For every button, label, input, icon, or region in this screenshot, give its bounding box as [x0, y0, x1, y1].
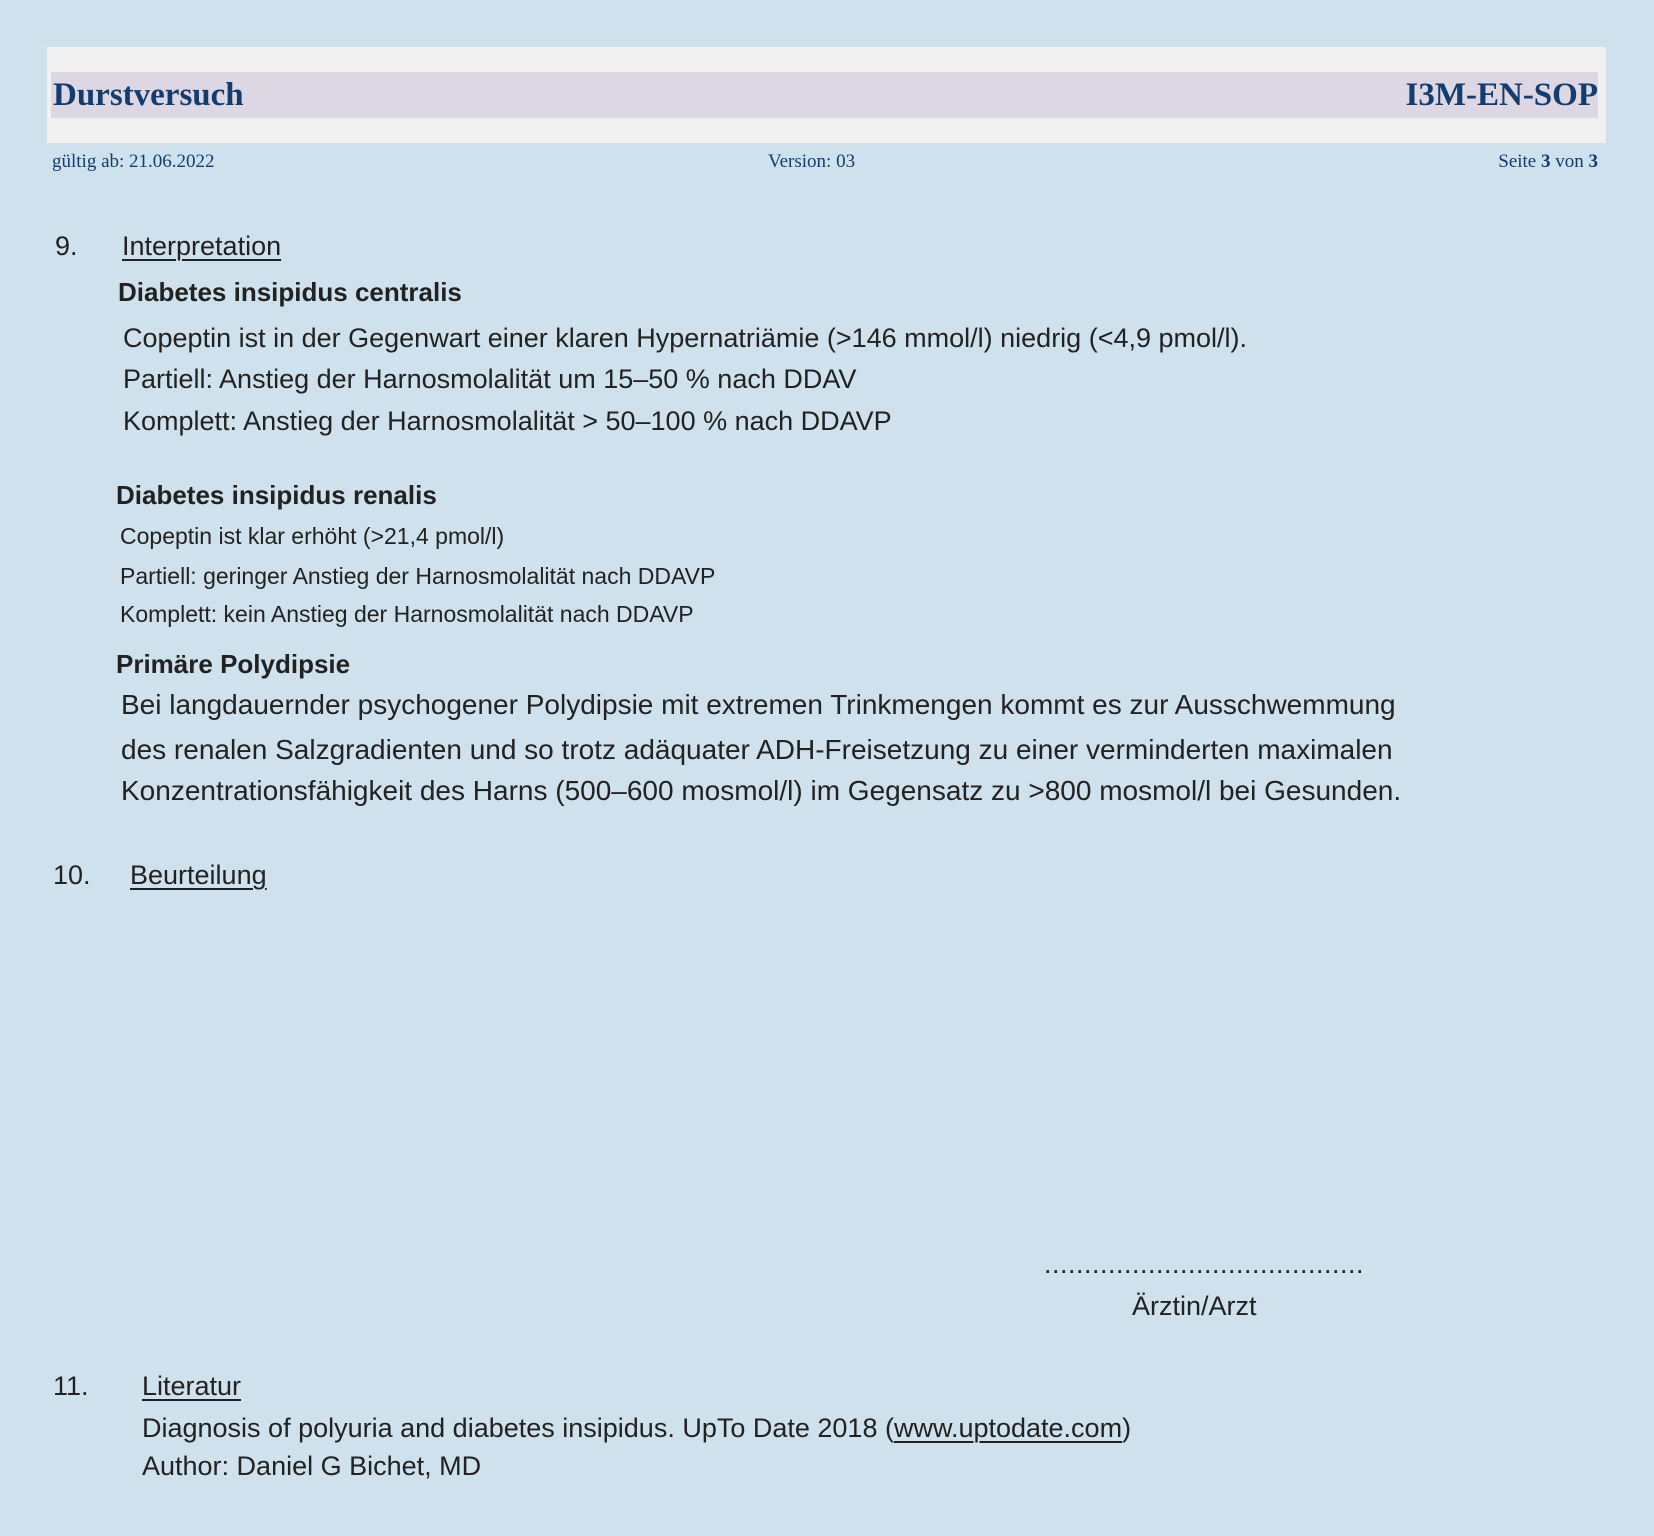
reference-link[interactable]: www.uptodate.com [893, 1413, 1123, 1443]
section-number: 11. [53, 1371, 89, 1401]
reference-suffix: ) [1122, 1413, 1132, 1443]
reference-author: Author: Daniel G Bichet, MD [142, 1451, 482, 1481]
text-line: Partiell: geringer Anstieg der Harnosmolalität nach DDAVP [120, 563, 716, 589]
reference [142, 1411, 1131, 1445]
valid-from: gültig ab: 21.06.2022 [52, 151, 215, 172]
page-prefix: Seite [1498, 151, 1541, 172]
text-line: Bei langdauernder psychogener Polydipsie mit extremen Trinkmengen kommt es zur Ausschwemmung [121, 689, 1396, 720]
section-title-literatur: Literatur [142, 1371, 242, 1401]
text-line: Konzentrationsfähigkeit des Harns (500–600 mosmol/l) im Gegensatz zu >800 mosmol/l bei Gesunden. [121, 775, 1402, 806]
section-number: 9. [55, 231, 78, 261]
section-number: 10. [53, 860, 91, 890]
page-mid: von [1550, 151, 1589, 172]
text-line: des renalen Salzgradienten und so trotz adäquater ADH-Freisetzung zu einer verminderten maximalen [121, 734, 1393, 765]
text-line: Partiell: Anstieg der Harnosmolalität um 15–50 % nach DDAV [123, 364, 857, 394]
page-total: 3 [1588, 151, 1598, 172]
subsection-heading: Diabetes insipidus centralis [118, 277, 462, 307]
subsection-heading: Primäre Polydipsie [116, 649, 351, 679]
page-number [1498, 151, 1598, 173]
section-title-interpretation: Interpretation [122, 231, 282, 261]
text-line: Copeptin ist in der Gegenwart einer klaren Hypernatriämie (>146 mmol/l) niedrig (<4,9 pmol/l). [123, 323, 1248, 353]
version: Version: 03 [768, 151, 856, 172]
reference-text: Diagnosis of polyuria and diabetes insipidus. UpTo Date 2018 ( [142, 1413, 894, 1443]
subsection-heading: Diabetes insipidus renalis [116, 480, 437, 510]
page-current: 3 [1541, 151, 1551, 172]
section-title-beurteilung: Beurteilung [130, 860, 267, 890]
document-id: I3M-EN-SOP [1405, 77, 1598, 113]
signature-line: ........................................ [1044, 1249, 1365, 1279]
text-line: Komplett: kein Anstieg der Harnosmolalität nach DDAVP [120, 601, 694, 627]
text-line: Komplett: Anstieg der Harnosmolalität > 50–100 % nach DDAVP [123, 406, 892, 436]
header-title-strip [51, 72, 1598, 118]
document-title: Durstversuch [53, 77, 244, 113]
text-line: Copeptin ist klar erhöht (>21,4 pmol/l) [120, 523, 505, 549]
signature-label: Ärztin/Arzt [1132, 1291, 1257, 1321]
